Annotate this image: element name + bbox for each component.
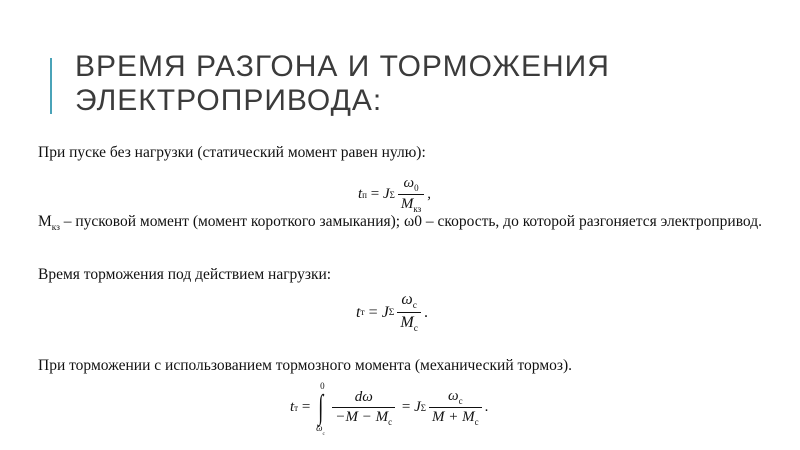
f3-tail: . — [484, 399, 489, 415]
f3-frac1-den: −M − M — [335, 408, 389, 425]
mkz-subscript: кз — [51, 223, 60, 233]
f3-frac2-num-sub: с — [458, 396, 463, 406]
f2-fraction — [397, 291, 421, 334]
f3-coef: J — [414, 399, 421, 415]
f1-num-sub: 0 — [414, 183, 419, 193]
integral-upper-limit: 0 — [320, 380, 325, 391]
f3-frac1-numerator: dω — [354, 388, 373, 405]
f3-eq2: = — [398, 399, 415, 415]
f1-numerator — [401, 175, 422, 194]
integral-lower-limit — [316, 423, 325, 437]
title-accent-bar — [50, 58, 52, 114]
f2-den-sub: с — [413, 323, 418, 334]
f3-fraction-2 — [429, 388, 482, 427]
f2-numerator — [398, 291, 420, 312]
f3-eq: = — [298, 399, 315, 415]
f3-frac1-den-sub: с — [388, 416, 393, 427]
f1-fraction — [398, 175, 424, 214]
formula-startup-time — [358, 175, 431, 214]
f1-denominator — [398, 194, 424, 214]
paragraph-mechanical-brake: При торможении с использованием тормозного момента (механический тормоз). — [38, 357, 573, 374]
f2-lhs-sub: т — [360, 307, 365, 318]
formula-braking-time — [356, 291, 428, 334]
f1-den-sub: кз — [413, 204, 422, 214]
f3-ll: ω — [316, 422, 323, 433]
f3-frac2-numerator — [445, 388, 466, 407]
f1-lhs: t — [358, 186, 363, 202]
f3-frac2-den-sub: с — [474, 417, 479, 427]
f2-num-sub: с — [412, 300, 417, 311]
f3-lhs: t — [290, 399, 295, 415]
slide-title-line-2: ЭЛЕКТРОПРИВОДА: — [75, 84, 383, 117]
f2-lhs: t — [356, 303, 361, 321]
integral-sign — [316, 380, 325, 437]
f3-lhs-sub: т — [294, 402, 299, 413]
f2-denominator — [397, 312, 421, 334]
mkz-symbol: М — [38, 213, 52, 230]
f1-tail: , — [427, 186, 431, 202]
f3-fraction-1 — [332, 389, 395, 427]
f1-lhs-sub: п — [362, 189, 367, 200]
paragraph-mkz-definition — [38, 212, 776, 238]
paragraph-braking-load: Время торможения под действием нагрузки: — [38, 266, 332, 283]
f1-coef: J — [382, 186, 390, 202]
mkz-description: – пусковой момент (момент короткого замыкания); ω0 – скорость, до которой разгоняется электропривод. — [59, 213, 762, 230]
f2-coef-sub: Σ — [388, 307, 395, 318]
f3-frac1-denominator — [332, 407, 395, 427]
integral-symbol: ∫ — [318, 388, 324, 426]
f3-frac2-den: M + M — [432, 409, 475, 425]
f2-tail: . — [423, 303, 428, 321]
f2-den: M — [400, 314, 414, 331]
slide-title — [75, 50, 610, 118]
f2-coef: J — [381, 303, 389, 321]
f3-ll-sub: с — [322, 430, 325, 437]
f3-coef-sub: Σ — [420, 402, 427, 413]
f1-den: M — [400, 196, 414, 212]
f3-frac2-num: ω — [448, 388, 459, 404]
paragraph-startup: При пуске без нагрузки (статический момент равен нулю): — [38, 144, 426, 161]
slide-title-line-1: ВРЕМЯ РАЗГОНА И ТОРМОЖЕНИЯ — [75, 50, 610, 83]
f2-num: ω — [401, 291, 413, 308]
f1-eq: = — [367, 186, 383, 202]
f2-eq: = — [364, 303, 382, 321]
f1-num: ω — [403, 175, 415, 191]
f1-coef-sub: Σ — [389, 189, 395, 200]
f3-frac2-denominator — [429, 407, 482, 427]
formula-mechanical-brake-time — [290, 380, 489, 437]
